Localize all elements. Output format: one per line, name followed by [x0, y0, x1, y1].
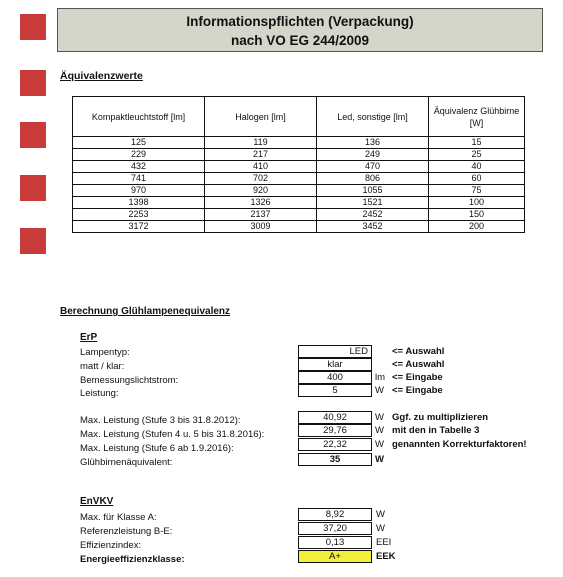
- lichtstrom-input[interactable]: 400: [298, 371, 372, 384]
- max3-value: 40,92: [298, 411, 372, 424]
- table-cell: 806: [317, 173, 429, 185]
- table-row: [73, 173, 525, 185]
- eek-label: Energieeffizienzklasse:: [80, 554, 185, 565]
- eek-unit: EEK: [376, 551, 396, 562]
- max45-value: 29,76: [298, 424, 372, 437]
- lichtstrom-label: Bemessungslichtstrom:: [80, 375, 179, 386]
- erp-heading: ErP: [80, 332, 98, 343]
- max6-label: Max. Leistung (Stufe 6 ab 1.9.2016):: [80, 443, 234, 454]
- table-cell: 3452: [317, 221, 429, 233]
- title-line-1: Informationspflichten (Verpackung): [186, 14, 414, 29]
- aequiv-label: Glühbirnenäquivalent:: [80, 457, 173, 468]
- table-cell: 100: [429, 197, 525, 209]
- ref-label: Referenzleistung B-E:: [80, 526, 173, 537]
- table-cell: 2253: [73, 209, 205, 221]
- max6-value: 22,32: [298, 438, 372, 451]
- red-marker-2: [20, 70, 46, 96]
- table-cell: 25: [429, 149, 525, 161]
- table-cell: 60: [429, 173, 525, 185]
- table-cell: 410: [205, 161, 317, 173]
- table-cell: 3009: [205, 221, 317, 233]
- red-marker-3: [20, 122, 46, 148]
- title-line-2: nach VO EG 244/2009: [230, 33, 370, 48]
- table-row: [73, 197, 525, 209]
- leistung-label: Leistung:: [80, 388, 119, 399]
- red-marker-1: [20, 14, 46, 40]
- lampentyp-hint: <= Auswahl: [392, 346, 445, 357]
- table-row: [73, 149, 525, 161]
- table-cell: 217: [205, 149, 317, 161]
- equivalence-table: [72, 96, 525, 233]
- table-cell: 136: [317, 137, 429, 149]
- aequiv-value: 35: [298, 453, 372, 466]
- table-cell: 229: [73, 149, 205, 161]
- envkv-heading: EnVKV: [80, 496, 114, 507]
- eei-label: Effizienzindex:: [80, 540, 142, 551]
- page-title: [57, 8, 543, 52]
- max45-hint: mit den in Tabelle 3: [392, 425, 480, 436]
- col-halogen: Halogen [lm]: [205, 97, 317, 137]
- table-cell: 1326: [205, 197, 317, 209]
- eei-unit: EEI: [376, 537, 392, 548]
- table-cell: 150: [429, 209, 525, 221]
- matt-select[interactable]: klar: [298, 358, 372, 371]
- red-marker-4: [20, 175, 46, 201]
- col-kompakt: Kompaktleuchtstoff [lm]: [73, 97, 205, 137]
- max3-label: Max. Leistung (Stufe 3 bis 31.8.2012):: [80, 415, 241, 426]
- table-cell: 920: [205, 185, 317, 197]
- lichtstrom-unit: lm: [375, 372, 386, 383]
- matt-label: matt / klar:: [80, 361, 125, 372]
- max3-hint: Ggf. zu multiplizieren: [392, 412, 489, 423]
- red-marker-5: [20, 228, 46, 254]
- table-cell: 741: [73, 173, 205, 185]
- maxA-unit: W: [376, 509, 385, 520]
- table-row: [73, 185, 525, 197]
- table-cell: 200: [429, 221, 525, 233]
- max3-unit: W: [375, 412, 384, 423]
- table-cell: 1521: [317, 197, 429, 209]
- equivalence-heading: Äquivalenzwerte: [60, 70, 143, 82]
- table-cell: 702: [205, 173, 317, 185]
- leistung-input[interactable]: 5: [298, 384, 372, 397]
- table-cell: 75: [429, 185, 525, 197]
- table-cell: 40: [429, 161, 525, 173]
- table-cell: 1055: [317, 185, 429, 197]
- eek-value: A+: [298, 550, 372, 563]
- table-cell: 2137: [205, 209, 317, 221]
- ref-unit: W: [376, 523, 385, 534]
- col-led: Led, sonstige [lm]: [317, 97, 429, 137]
- table-row: [73, 209, 525, 221]
- lichtstrom-hint: <= Eingabe: [392, 372, 443, 383]
- table-cell: 970: [73, 185, 205, 197]
- ref-value: 37,20: [298, 522, 372, 535]
- max45-unit: W: [375, 425, 384, 436]
- table-cell: 119: [205, 137, 317, 149]
- aequiv-unit: W: [375, 454, 384, 465]
- matt-hint: <= Auswahl: [392, 359, 445, 370]
- max6-hint: genannten Korrekturfaktoren!: [392, 439, 527, 450]
- leistung-hint: <= Eingabe: [392, 385, 443, 396]
- leistung-unit: W: [375, 385, 384, 396]
- table-cell: 470: [317, 161, 429, 173]
- table-row: [73, 137, 525, 149]
- eei-value: 0,13: [298, 536, 372, 549]
- maxA-label: Max. für Klasse A:: [80, 512, 157, 523]
- max6-unit: W: [375, 439, 384, 450]
- lampentyp-label: Lampentyp:: [80, 347, 130, 358]
- calc-heading: Berechnung Glühlampenequivalenz: [60, 306, 231, 317]
- table-row: [73, 221, 525, 233]
- col-aequivalenz: Äquivalenz Glühbirne [W]: [429, 97, 525, 137]
- table-cell: 3172: [73, 221, 205, 233]
- table-cell: 1398: [73, 197, 205, 209]
- max45-label: Max. Leistung (Stufen 4 u. 5 bis 31.8.2016):: [80, 429, 265, 440]
- table-header-row: [73, 97, 525, 137]
- table-cell: 2452: [317, 209, 429, 221]
- table-cell: 432: [73, 161, 205, 173]
- table-row: [73, 161, 525, 173]
- lampentyp-select[interactable]: LED: [298, 345, 372, 358]
- table-cell: 249: [317, 149, 429, 161]
- table-cell: 15: [429, 137, 525, 149]
- table-cell: 125: [73, 137, 205, 149]
- maxA-value: 8,92: [298, 508, 372, 521]
